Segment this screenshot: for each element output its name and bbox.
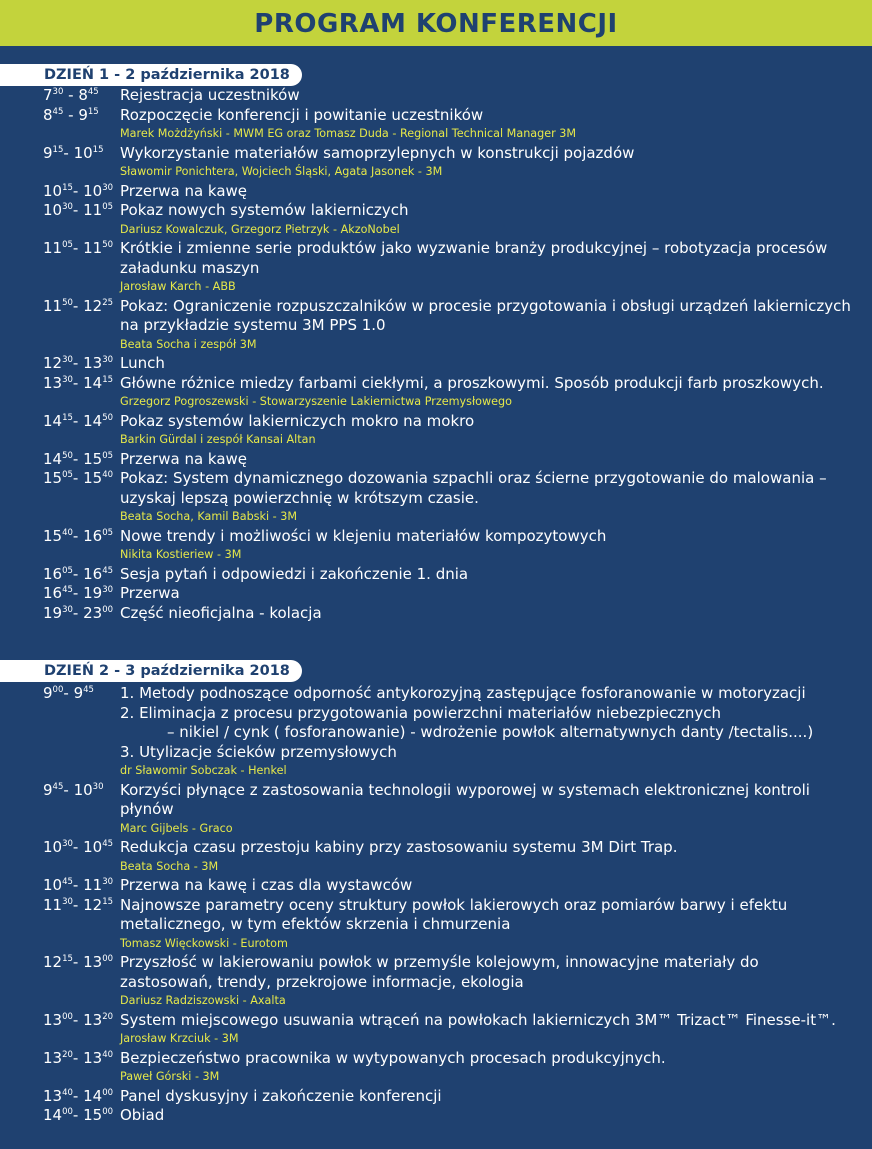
session-time: $11^{05}-$ $11^{50}$ [43,239,114,257]
session-speaker: Barkin Gürdal i zespół Kansai Altan [120,433,316,446]
schedule-item [0,876,872,896]
day-2-label: DZIEŃ 2 - 3 października 2018 [0,660,302,682]
session-title: Korzyści płynące z zastosowania technologii wyporowej w systemach elektronicznej kontroli płynów [120,780,810,818]
session-speaker: Beata Socha i zespół 3M [120,337,257,351]
schedule-item [0,297,872,355]
session-time: $10^{45}-$ $11^{30}$ [43,876,114,894]
session-time: $15^{40}-$ $16^{05}$ [43,526,114,545]
session-time: $9^{15}-$ $10^{15}$ [43,143,104,162]
session-title: Pokaz: Ograniczenie rozpuszczalników w procesie przygotowania i obsługi urządzeń lakierniczych na przykładzie systemu 3M PPS 1.0 [120,296,851,334]
session-time: $11^{30}-$ $12^{15}$ [43,895,114,914]
session-title: Panel dyskusyjny i zakończenie konferencji [120,1086,442,1105]
session-time: $13^{30}-$ $14^{15}$ [43,373,114,392]
session-speaker: Grzegorz Pogroszewski - Stowarzyszenie Lakiernictwa Przemysłowego [120,395,512,408]
schedule-item [0,896,872,954]
session-speaker: Dariusz Kowalczuk, Grzegorz Pietrzyk - AkzoNobel [120,222,400,236]
session-title: Przyszłość w lakierowaniu powłok w przemyśle kolejowym, innowacyjne materiały do zastosowań, trendy, przekrojowe informacje, ekologia [120,953,759,991]
session-title: – nikiel / cynk ( fosforanowanie) - wdrożenie powłok alternatywnych danty /tectalis....) [167,723,814,741]
session-speaker: Tomasz Więckowski - Eurotom [120,936,288,950]
session-title: 2. Eliminacja z procesu przygotowania powierzchni materiałów niebezpiecznych [120,703,721,722]
schedule-item [0,1087,872,1107]
day-1-schedule [0,86,872,623]
schedule-item [0,450,872,470]
schedule-item [0,781,872,839]
day-2-schedule [0,684,872,1126]
session-speaker: Sławomir Ponichtera, Wojciech Śląski, Agata Jasonek - 3M [120,165,443,178]
session-title: Nowe trendy i możliwości w klejeniu materiałów kompozytowych [120,526,607,545]
session-speaker: Marc Gijbels - Graco [120,821,233,835]
session-title: Najnowsze parametry oceny struktury powłok lakierowych oraz pomiarów barwy i efektu metalicznego, w tym efektów skrzenia i chmurzenia [120,895,788,933]
session-time: $14^{15}-$ $14^{50}$ [43,411,114,430]
session-speaker: Jarosław Krzciuk - 3M [120,1032,239,1045]
schedule-item [0,354,872,374]
session-time: $9^{45}-$ $10^{30}$ [43,780,104,799]
session-title: Krótkie i zmienne serie produktów jako wyzwanie branży produkcyjnej – robotyzacja procesów załadunku maszyn [120,239,828,277]
schedule-item [0,838,872,876]
schedule-item [0,565,872,585]
schedule-item [0,182,872,202]
schedule-item [0,1011,872,1049]
session-speaker: Jarosław Karch - ABB [120,280,236,293]
session-title: Wykorzystanie materiałów samoprzylepnych w konstrukcji pojazdów [120,143,635,162]
session-title: 3. Utylizacje ścieków przemysłowych [120,742,397,761]
session-title: Bezpieczeństwo pracownika w wytypowanych procesach produkcyjnych. [120,1048,666,1067]
schedule-item [0,584,872,604]
session-title: Część nieoficjalna - kolacja [120,603,322,622]
schedule-item [0,239,872,297]
schedule-item [0,953,872,1011]
session-title: Rejestracja uczestników [120,86,300,104]
session-title: Pokaz nowych systemów lakierniczych [120,201,409,219]
session-title: Sesja pytań i odpowiedzi i zakończenie 1. dnia [120,564,469,583]
session-speaker: Nikita Kostieriew - 3M [120,548,242,561]
session-time: $8^{45} - 9^{15}$ [43,105,99,124]
session-speaker: Dariusz Radziszowski - Axalta [120,994,286,1007]
session-time: $19^{30}-$ $23^{00}$ [43,603,114,622]
session-title: Przerwa na kawę i czas dla wystawców [120,876,413,894]
schedule-item [0,684,872,781]
session-time: $10^{30}-$ $11^{05}$ [43,201,114,219]
session-title: Przerwa na kawę [120,449,248,468]
session-time: $13^{40}-$ $14^{00}$ [43,1086,114,1105]
schedule-item [0,604,872,624]
session-title: Pokaz systemów lakierniczych mokro na mokro [120,411,475,430]
session-title: Przerwa na kawę [120,181,248,200]
day-1-label: DZIEŃ 1 - 2 października 2018 [0,64,302,86]
schedule-item [0,374,872,412]
session-time: $12^{15}-$ $13^{00}$ [43,953,114,971]
session-speaker: Beata Socha, Kamil Babski - 3M [120,510,298,523]
session-time: $10^{15}-$ $10^{30}$ [43,181,114,200]
session-title: Główne różnice miedzy farbami ciekłymi, a proszkowymi. Sposób produkcji farb proszkowych. [120,373,824,392]
session-time: $15^{05}-$ $15^{40}$ [43,469,114,487]
schedule-item [0,144,872,182]
session-time: $12^{30}-$ $13^{30}$ [43,354,114,372]
session-title: Przerwa [120,584,180,602]
session-time: $14^{50}-$ $15^{05}$ [43,449,114,468]
page-title: PROGRAM KONFERENCJI [0,0,872,46]
schedule-item [0,201,872,239]
session-speaker: Marek Możdżyński - MWM EG oraz Tomasz Duda - Regional Technical Manager 3M [120,127,577,140]
session-title: Obiad [120,1106,165,1124]
session-title: Pokaz: System dynamicznego dozowania szpachli oraz ścierne przygotowanie do malowania – uzyskaj lepszą powierzchnię w krótszym czasie. [120,469,827,507]
session-time: $13^{00}-$ $13^{20}$ [43,1010,114,1029]
schedule-item [0,1106,872,1126]
session-speaker: Paweł Górski - 3M [120,1070,220,1083]
session-speaker: Beata Socha - 3M [120,859,219,873]
session-speaker: dr Sławomir Sobczak - Henkel [120,764,287,777]
session-title: 1. Metody podnoszące odporność antykorozyjną zastępujące fosforanowanie w motoryzacji [120,684,806,702]
schedule-item [0,86,872,106]
session-title: Redukcja czasu przestoju kabiny przy zastosowaniu systemu 3M Dirt Trap. [120,838,678,856]
schedule-item [0,412,872,450]
session-time: $14^{00}-$ $15^{00}$ [43,1106,114,1124]
session-time: $16^{05}-$ $16^{45}$ [43,564,114,583]
session-title: System miejscowego usuwania wtrąceń na powłokach lakierniczych 3M™ Trizact™ Finesse-it™. [120,1010,836,1029]
session-time: $7^{30} - 8^{45}$ [43,86,99,104]
schedule-item [0,469,872,527]
schedule-item [0,106,872,144]
session-title: Rozpoczęcie konferencji i powitanie uczestników [120,105,484,124]
session-time: $16^{45}-$ $19^{30}$ [43,584,114,602]
schedule-item [0,527,872,565]
schedule-item [0,1049,872,1087]
session-title: Lunch [120,354,165,372]
session-time: $13^{20}-$ $13^{40}$ [43,1048,114,1067]
session-time: $10^{30}-$ $10^{45}$ [43,838,114,856]
session-time: $11^{50}-$ $12^{25}$ [43,296,114,315]
session-time: $9^{00}-$ $9^{45}$ [43,684,94,702]
